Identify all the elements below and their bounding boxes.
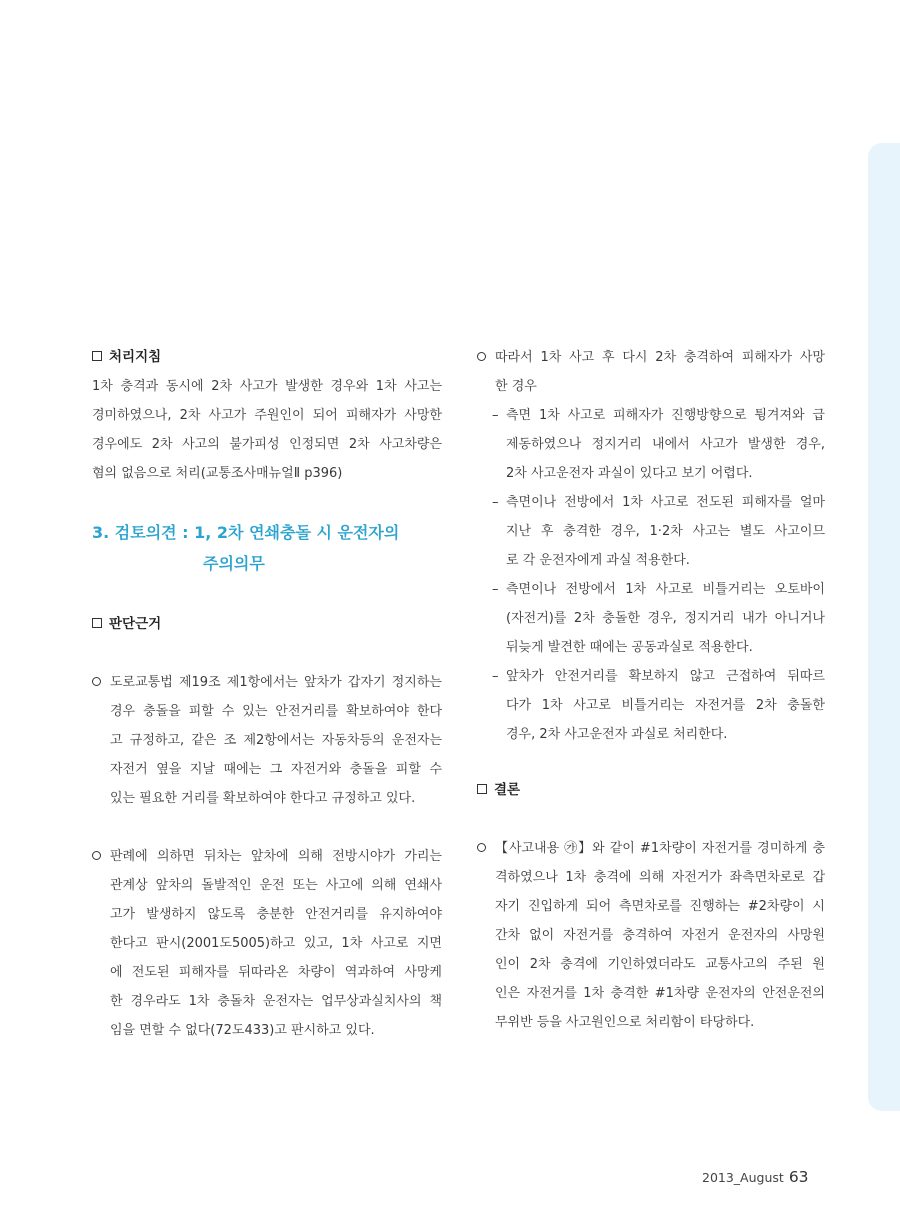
- circle-bullet-icon: [477, 843, 486, 852]
- text-line: 경미하였으나, 2차 사고가 주원인이 되어 피해자가 사망한: [92, 408, 442, 423]
- text-line: 제동하였으나 정지거리 내에서 사고가 발생한 경우,: [506, 437, 825, 452]
- bullet-item-secondary-impact: [477, 343, 825, 401]
- section-heading-processing-guideline: 처리지침: [92, 343, 442, 372]
- left-column: [92, 343, 442, 1045]
- circle-bullet-icon: [92, 851, 101, 860]
- side-index-tab: [868, 143, 900, 1111]
- text-line: 경우, 2차 사고운전자 과실로 처리한다.: [506, 727, 728, 742]
- text-line: 관계상 앞차의 돌발적인 운전 또는 사고에 의해 연쇄사: [110, 878, 442, 893]
- text-line: (자전거)를 2차 충돌한 경우, 정지거리 내가 아니거나: [506, 611, 825, 626]
- dash-marker: –: [492, 582, 499, 597]
- text-line: 1차 충격과 동시에 2차 사고가 발생한 경우와 1차 사고는: [92, 379, 442, 394]
- text-line: 한다고 판시(2001도5005)하고 있고, 1차 사고로 지면: [110, 936, 442, 951]
- bullet-item-precedent: [92, 842, 442, 1045]
- dash-marker: –: [492, 495, 499, 510]
- text-line: 한 경우라도 1차 충돌차 운전자는 업무상과실치사의 책: [110, 994, 442, 1009]
- text-line: 측면이나 전방에서 1차 사고로 전도된 피해자를 얼마: [506, 495, 825, 510]
- bullet-item-road-traffic-act: [92, 668, 442, 813]
- chapter-title-line-2: 주의의무: [203, 554, 265, 573]
- square-bullet-icon: [92, 351, 102, 361]
- section-heading-judgment-basis: 판단근거: [92, 610, 442, 639]
- issue-label: 2013_August: [702, 1170, 784, 1185]
- text-line: 자전거 옆을 지날 때에는 그 자전거와 충돌을 피할 수: [110, 762, 442, 777]
- text-line: 간차 없이 자전거를 충격하여 자전거 운전자의 사망원: [495, 928, 825, 943]
- text-line: 다가 1차 사고로 비틀거리는 자전거를 2차 충돌한: [506, 698, 825, 713]
- text-line: 지난 후 충격한 경우, 1·2차 사고는 별도 사고이므: [506, 524, 825, 539]
- text-line: 도로교통법 제19조 제1항에서는 앞차가 갑자기 정지하는: [110, 675, 442, 690]
- dash-marker: –: [492, 408, 499, 423]
- text-line: 자기 진입하게 되어 측면차로를 진행하는 #2차량이 시: [495, 899, 825, 914]
- text-line: 【사고내용 ㉮】와 같이 #1차량이 자전거를 경미하게 충: [495, 841, 825, 856]
- dash-item-staggering-motorcycle: [492, 575, 825, 662]
- processing-guideline-paragraph: [92, 372, 442, 488]
- text-line: 무위반 등을 사고원인으로 처리함이 타당하다.: [495, 1015, 755, 1030]
- text-line: 로 각 운전자에게 과실 적용한다.: [506, 553, 690, 568]
- text-line: 따라서 1차 사고 후 다시 2차 충격하여 피해자가 사망: [495, 350, 825, 365]
- square-bullet-icon: [92, 618, 102, 628]
- dash-item-side-collision: [492, 401, 825, 488]
- text-line: 뒤늦게 발견한 때에는 공동과실로 적용한다.: [506, 640, 753, 655]
- text-line: 한 경우: [495, 379, 537, 394]
- dash-item-fallen-victim: [492, 488, 825, 575]
- text-line: 있는 필요한 거리를 확보하여야 한다고 규정하고 있다.: [110, 791, 416, 806]
- section-heading-conclusion: 결론: [477, 776, 825, 805]
- text-line: 인이 2차 충격에 기인하였더라도 교통사고의 주된 원: [495, 957, 825, 972]
- text-line: 인은 자전거를 1차 충격한 #1차량 운전자의 안전운전의: [495, 986, 825, 1001]
- text-line: 혐의 없음으로 처리(교통조사매뉴얼Ⅱ p396): [92, 466, 343, 481]
- text-line: 에 전도된 피해자를 뒤따라온 차량이 역과하여 사망케: [110, 965, 442, 980]
- bullet-item-conclusion: [477, 834, 825, 1037]
- circle-bullet-icon: [92, 677, 101, 686]
- dash-marker: –: [492, 669, 499, 684]
- text-line: 2차 사고운전자 과실이 있다고 보기 어렵다.: [506, 466, 753, 481]
- chapter-title-line-1: 3. 검토의견 : 1, 2차 연쇄충돌 시 운전자의: [92, 523, 400, 542]
- chapter-title: [92, 517, 442, 579]
- page-number: 63: [788, 1168, 809, 1186]
- page-footer: [702, 1165, 809, 1190]
- text-line: 경우 충돌을 피할 수 있는 안전거리를 확보하여야 한다: [110, 704, 442, 719]
- circle-bullet-icon: [477, 352, 486, 361]
- text-line: 판례에 의하면 뒤차는 앞차에 의해 전방시야가 가리는: [110, 849, 442, 864]
- text-line: 고가 발생하지 않도록 충분한 안전거리를 유지하여야: [110, 907, 442, 922]
- text-line: 임을 면할 수 없다(72도433)고 판시하고 있다.: [110, 1023, 375, 1038]
- right-column: [477, 343, 825, 1037]
- text-line: 고 규정하고, 같은 조 제2항에서는 자동차등의 운전자는: [110, 733, 442, 748]
- text-line: 격하였으나 1차 충격에 의해 자전거가 좌측면차로로 갑: [495, 870, 825, 885]
- square-bullet-icon: [477, 784, 487, 794]
- dash-item-following-vehicle: [492, 662, 825, 749]
- text-line: 경우에도 2차 사고의 불가피성 인정되면 2차 사고차량은: [92, 437, 442, 452]
- text-line: 측면 1차 사고로 피해자가 진행방향으로 튕겨져와 급: [506, 408, 825, 423]
- text-line: 측면이나 전방에서 1차 사고로 비틀거리는 오토바이: [506, 582, 825, 597]
- text-line: 앞차가 안전거리를 확보하지 않고 근접하여 뒤따르: [506, 669, 825, 684]
